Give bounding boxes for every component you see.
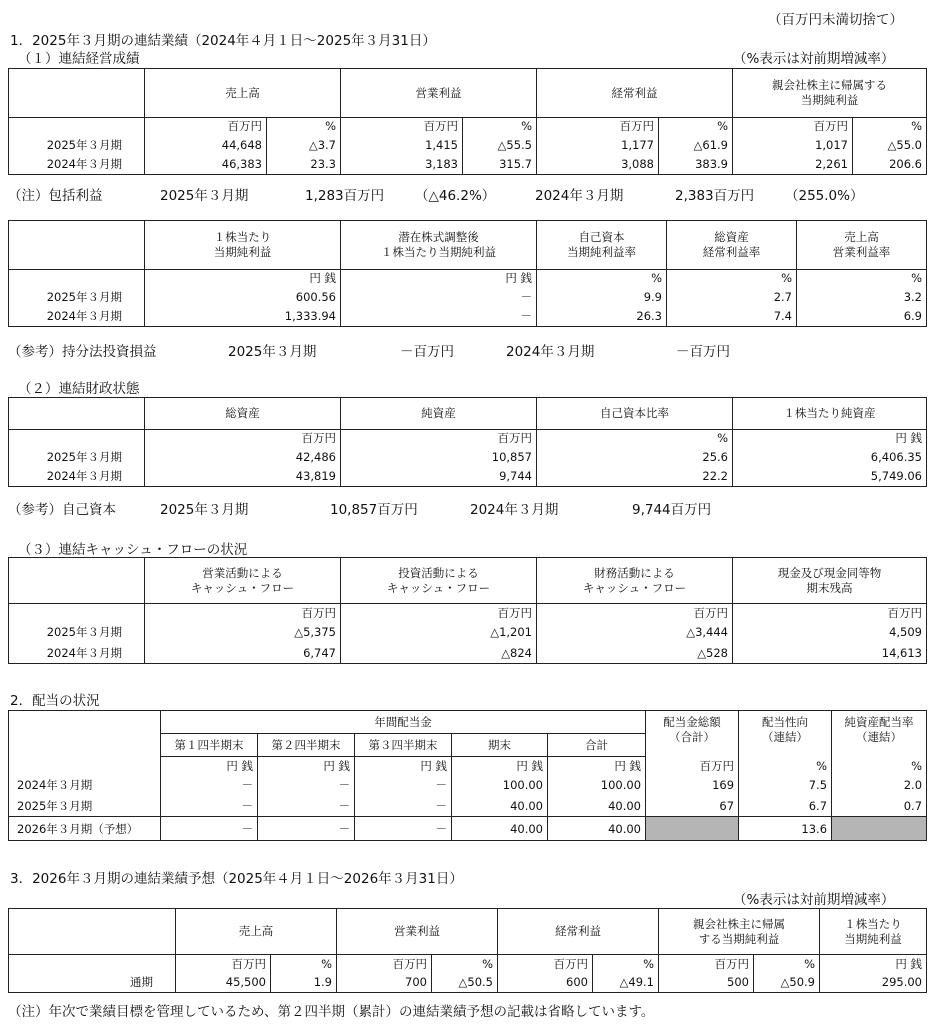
header-q1: 第１四半期末 <box>161 734 258 757</box>
unit-cell: 百万円 <box>498 955 593 973</box>
value-cell: 5,749.06 <box>733 467 927 487</box>
value-cell: 1.9 <box>271 973 337 993</box>
row-label: 2024年３月期 <box>9 467 145 487</box>
value-cell: 44,648 <box>145 135 267 155</box>
row-label: 2025年３月期 <box>9 447 145 467</box>
dividend-table <box>8 710 927 841</box>
value-cell: 1,333.94 <box>145 307 341 327</box>
cash-flow-table <box>8 557 927 664</box>
comprehensive-income-value-prior: 2,383百万円 <box>675 188 755 204</box>
row-label: 通期 <box>9 973 176 993</box>
row-label: 2024年３月期 <box>9 643 145 664</box>
unit-cell: % <box>537 430 733 447</box>
table-row <box>9 796 927 817</box>
value-cell: － <box>258 817 355 841</box>
value-cell: 3,088 <box>537 155 659 175</box>
value-cell: 46,383 <box>145 155 267 175</box>
header-forecast-net-income: 親会社株主に帰属 する当期純利益 <box>659 909 820 955</box>
equity-capital-value-prior: 9,744百万円 <box>632 502 712 518</box>
header-bps: １株当たり純資産 <box>733 398 927 430</box>
header-investing-cf: 投資活動による キャッシュ・フロー <box>341 558 537 604</box>
value-cell: 1,415 <box>341 135 463 155</box>
value-cell: 26.3 <box>537 307 667 327</box>
value-cell: 500 <box>659 973 754 993</box>
value-cell: 40.00 <box>548 817 646 841</box>
value-cell: 1,177 <box>537 135 659 155</box>
section-1-title: 1．2025年３月期の連結業績（2024年４月１日～2025年３月31日） <box>10 33 436 49</box>
shaded-cell <box>832 817 927 841</box>
unit-cell: 円 銭 <box>258 757 355 775</box>
unit-cell: 百万円 <box>341 118 463 135</box>
value-cell: 206.6 <box>853 155 927 175</box>
value-cell: △1,201 <box>341 622 537 643</box>
value-cell: 600.56 <box>145 287 341 307</box>
unit-cell: 円 銭 <box>145 270 341 287</box>
value-cell: 295.00 <box>820 973 927 993</box>
unit-cell: % <box>537 270 667 287</box>
comprehensive-income-change-current: （△46.2%） <box>415 188 496 204</box>
value-cell: － <box>355 817 452 841</box>
value-cell: 9.9 <box>537 287 667 307</box>
value-cell: 67 <box>646 796 739 817</box>
header-equity-ratio: 自己資本比率 <box>537 398 733 430</box>
value-cell: 6,406.35 <box>733 447 927 467</box>
value-cell: △5,375 <box>145 622 341 643</box>
row-label: 2025年３月期 <box>9 135 145 155</box>
section-3-title: 3．2026年３月期の連結業績予想（2025年４月１日～2026年３月31日） <box>10 871 463 887</box>
value-cell: － <box>341 287 537 307</box>
row-label: 2024年３月期 <box>9 775 161 796</box>
unit-cell: 円 銭 <box>355 757 452 775</box>
value-cell: 7.4 <box>667 307 797 327</box>
table-row <box>9 622 927 643</box>
header-payout-ratio: 配当性向 （連結） <box>739 711 832 757</box>
value-cell: 100.00 <box>452 775 548 796</box>
value-cell: － <box>341 307 537 327</box>
header-forecast-operating-income: 営業利益 <box>337 909 498 955</box>
header-net-assets: 純資産 <box>341 398 537 430</box>
unit-cell: 百万円 <box>145 118 267 135</box>
equity-method-period-current: 2025年３月期 <box>228 344 317 360</box>
unit-cell: % <box>797 270 927 287</box>
comprehensive-income-period-current: 2025年３月期 <box>160 188 249 204</box>
value-cell: 42,486 <box>145 447 341 467</box>
value-cell: 43,819 <box>145 467 341 487</box>
unit-cell: 百万円 <box>341 604 537 622</box>
row-label: 2025年３月期 <box>9 796 161 817</box>
corner-cell <box>9 909 176 955</box>
equity-capital-label: （参考）自己資本 <box>8 502 116 518</box>
unit-cell: 百万円 <box>537 604 733 622</box>
table-row <box>9 155 927 175</box>
header-forecast-eps: １株当たり 当期純利益 <box>820 909 927 955</box>
value-cell: 7.5 <box>739 775 832 796</box>
value-cell: 2.0 <box>832 775 927 796</box>
percent-note: （%表示は対前期増減率） <box>733 51 895 67</box>
equity-method-value-current: －百万円 <box>400 344 454 360</box>
unit-cell: 百万円 <box>733 604 927 622</box>
header-diluted-eps: 潜在株式調整後 １株当たり当期純利益 <box>341 221 537 270</box>
table-row <box>9 467 927 487</box>
section-2-title: 2．配当の状況 <box>10 693 100 709</box>
unit-label-cell <box>9 757 161 775</box>
unit-cell: 円 銭 <box>548 757 646 775</box>
value-cell: 45,500 <box>176 973 271 993</box>
value-cell: △50.5 <box>432 973 498 993</box>
unit-cell: % <box>853 118 927 135</box>
unit-cell: 百万円 <box>145 430 341 447</box>
value-cell: △49.1 <box>593 973 659 993</box>
header-sales: 売上高 <box>145 69 341 118</box>
value-cell: 23.3 <box>267 155 341 175</box>
value-cell: △528 <box>537 643 733 664</box>
comprehensive-income-value-current: 1,283百万円 <box>305 188 385 204</box>
value-cell: 40.00 <box>452 817 548 841</box>
table-row <box>9 775 927 796</box>
unit-cell: 百万円 <box>176 955 271 973</box>
header-operating-income: 営業利益 <box>341 69 537 118</box>
unit-label-cell <box>9 270 145 287</box>
value-cell: △61.9 <box>659 135 733 155</box>
unit-cell: % <box>432 955 498 973</box>
header-doe: 純資産配当率 （連結） <box>832 711 927 757</box>
equity-method-period-prior: 2024年３月期 <box>506 344 595 360</box>
header-total-dividend: 配当金総額 （合計） <box>646 711 739 757</box>
unit-cell: 円 銭 <box>341 270 537 287</box>
header-total-assets: 総資産 <box>145 398 341 430</box>
unit-cell: 百万円 <box>537 118 659 135</box>
value-cell: 14,613 <box>733 643 927 664</box>
row-label: 2025年３月期 <box>9 622 145 643</box>
comprehensive-income-label: （注）包括利益 <box>8 188 103 204</box>
value-cell: 600 <box>498 973 593 993</box>
per-share-ratio-table <box>8 220 927 327</box>
table-row <box>9 973 927 993</box>
unit-cell: 百万円 <box>646 757 739 775</box>
value-cell: △50.9 <box>754 973 820 993</box>
unit-label-cell <box>9 118 145 135</box>
header-net-income-parent: 親会社株主に帰属する 当期純利益 <box>733 69 927 118</box>
row-label: 2024年３月期 <box>9 155 145 175</box>
value-cell: － <box>258 775 355 796</box>
unit-cell: 円 銭 <box>161 757 258 775</box>
value-cell: － <box>161 775 258 796</box>
unit-cell: 円 銭 <box>452 757 548 775</box>
row-label: 2025年３月期 <box>9 287 145 307</box>
corner-cell <box>9 69 145 118</box>
unit-cell: % <box>739 757 832 775</box>
forecast-percent-note: （%表示は対前期増減率） <box>733 892 895 908</box>
unit-cell: % <box>659 118 733 135</box>
value-cell: △55.5 <box>463 135 537 155</box>
value-cell: － <box>355 796 452 817</box>
financial-position-table <box>8 397 927 487</box>
unit-cell: % <box>832 757 927 775</box>
corner-cell <box>9 734 161 757</box>
value-cell: △3.7 <box>267 135 341 155</box>
value-cell: 10,857 <box>341 447 537 467</box>
value-cell: △3,444 <box>537 622 733 643</box>
unit-cell: % <box>593 955 659 973</box>
corner-cell <box>9 221 145 270</box>
value-cell: － <box>355 775 452 796</box>
header-operating-margin: 売上高 営業利益率 <box>797 221 927 270</box>
unit-label-cell <box>9 955 176 973</box>
unit-cell: 百万円 <box>659 955 754 973</box>
header-financing-cf: 財務活動による キャッシュ・フロー <box>537 558 733 604</box>
corner-cell <box>9 711 161 734</box>
row-label: 2026年３月期（予想） <box>9 817 161 841</box>
unit-cell: % <box>271 955 337 973</box>
value-cell: 40.00 <box>548 796 646 817</box>
unit-cell: 百万円 <box>341 430 537 447</box>
header-cash-end: 現金及び現金同等物 期末残高 <box>733 558 927 604</box>
table-row <box>9 287 927 307</box>
value-cell: 383.9 <box>659 155 733 175</box>
forecast-footnote: （注）年次で業績目標を管理しているため、第２四半期（累計）の連結業績予想の記載は省略しています。 <box>8 1004 655 1020</box>
corner-cell <box>9 558 145 604</box>
header-annual-dividend: 年間配当金 <box>161 711 646 734</box>
value-cell: － <box>161 817 258 841</box>
unit-cell: 百万円 <box>337 955 432 973</box>
unit-cell: 百万円 <box>145 604 341 622</box>
unit-label-cell <box>9 430 145 447</box>
value-cell: 6.9 <box>797 307 927 327</box>
row-label: 2024年３月期 <box>9 307 145 327</box>
table-row <box>9 643 927 664</box>
unit-cell: % <box>463 118 537 135</box>
header-forecast-sales: 売上高 <box>176 909 337 955</box>
unit-cell: 百万円 <box>733 118 853 135</box>
header-roa: 総資産 経常利益率 <box>667 221 797 270</box>
value-cell: 22.2 <box>537 467 733 487</box>
header-ordinary-income: 経常利益 <box>537 69 733 118</box>
value-cell: 2,261 <box>733 155 853 175</box>
header-year-end: 期末 <box>452 734 548 757</box>
value-cell: 3,183 <box>341 155 463 175</box>
comprehensive-income-change-prior: （255.0%） <box>785 188 864 204</box>
value-cell: △824 <box>341 643 537 664</box>
value-cell: 0.7 <box>832 796 927 817</box>
forecast-table <box>8 908 927 993</box>
value-cell: 100.00 <box>548 775 646 796</box>
value-cell: － <box>258 796 355 817</box>
header-total: 合計 <box>548 734 646 757</box>
corner-cell <box>9 398 145 430</box>
table-row <box>9 307 927 327</box>
value-cell: 9,744 <box>341 467 537 487</box>
unit-note: （百万円未満切捨て） <box>768 12 903 28</box>
unit-cell: % <box>267 118 341 135</box>
unit-cell: 円 銭 <box>733 430 927 447</box>
value-cell: － <box>161 796 258 817</box>
unit-cell: 円 銭 <box>820 955 927 973</box>
value-cell: 3.2 <box>797 287 927 307</box>
header-forecast-ordinary-income: 経常利益 <box>498 909 659 955</box>
value-cell: 700 <box>337 973 432 993</box>
value-cell: 25.6 <box>537 447 733 467</box>
header-roe: 自己資本 当期純利益率 <box>537 221 667 270</box>
table-row <box>9 447 927 467</box>
value-cell: 4,509 <box>733 622 927 643</box>
value-cell: 1,017 <box>733 135 853 155</box>
value-cell: △55.0 <box>853 135 927 155</box>
equity-method-label: （参考）持分法投資損益 <box>8 344 157 360</box>
subsection-1-title: （１）連結経営成績 <box>18 51 140 67</box>
shaded-cell <box>646 817 739 841</box>
value-cell: 169 <box>646 775 739 796</box>
equity-capital-period-current: 2025年３月期 <box>160 502 249 518</box>
comprehensive-income-period-prior: 2024年３月期 <box>535 188 624 204</box>
value-cell: 315.7 <box>463 155 537 175</box>
equity-method-value-prior: －百万円 <box>676 344 730 360</box>
table-row <box>9 817 927 841</box>
subsection-3-title: （３）連結キャッシュ・フローの状況 <box>18 542 248 558</box>
subsection-2-title: （２）連結財政状態 <box>18 381 140 397</box>
header-q3: 第３四半期末 <box>355 734 452 757</box>
unit-cell: % <box>754 955 820 973</box>
table-row <box>9 135 927 155</box>
value-cell: 2.7 <box>667 287 797 307</box>
unit-label-cell <box>9 604 145 622</box>
value-cell: 40.00 <box>452 796 548 817</box>
header-eps: １株当たり 当期純利益 <box>145 221 341 270</box>
operating-results-table <box>8 68 927 175</box>
header-q2: 第２四半期末 <box>258 734 355 757</box>
header-operating-cf: 営業活動による キャッシュ・フロー <box>145 558 341 604</box>
unit-cell: % <box>667 270 797 287</box>
equity-capital-period-prior: 2024年３月期 <box>470 502 559 518</box>
equity-capital-value-current: 10,857百万円 <box>330 502 418 518</box>
value-cell: 13.6 <box>739 817 832 841</box>
value-cell: 6,747 <box>145 643 341 664</box>
value-cell: 6.7 <box>739 796 832 817</box>
